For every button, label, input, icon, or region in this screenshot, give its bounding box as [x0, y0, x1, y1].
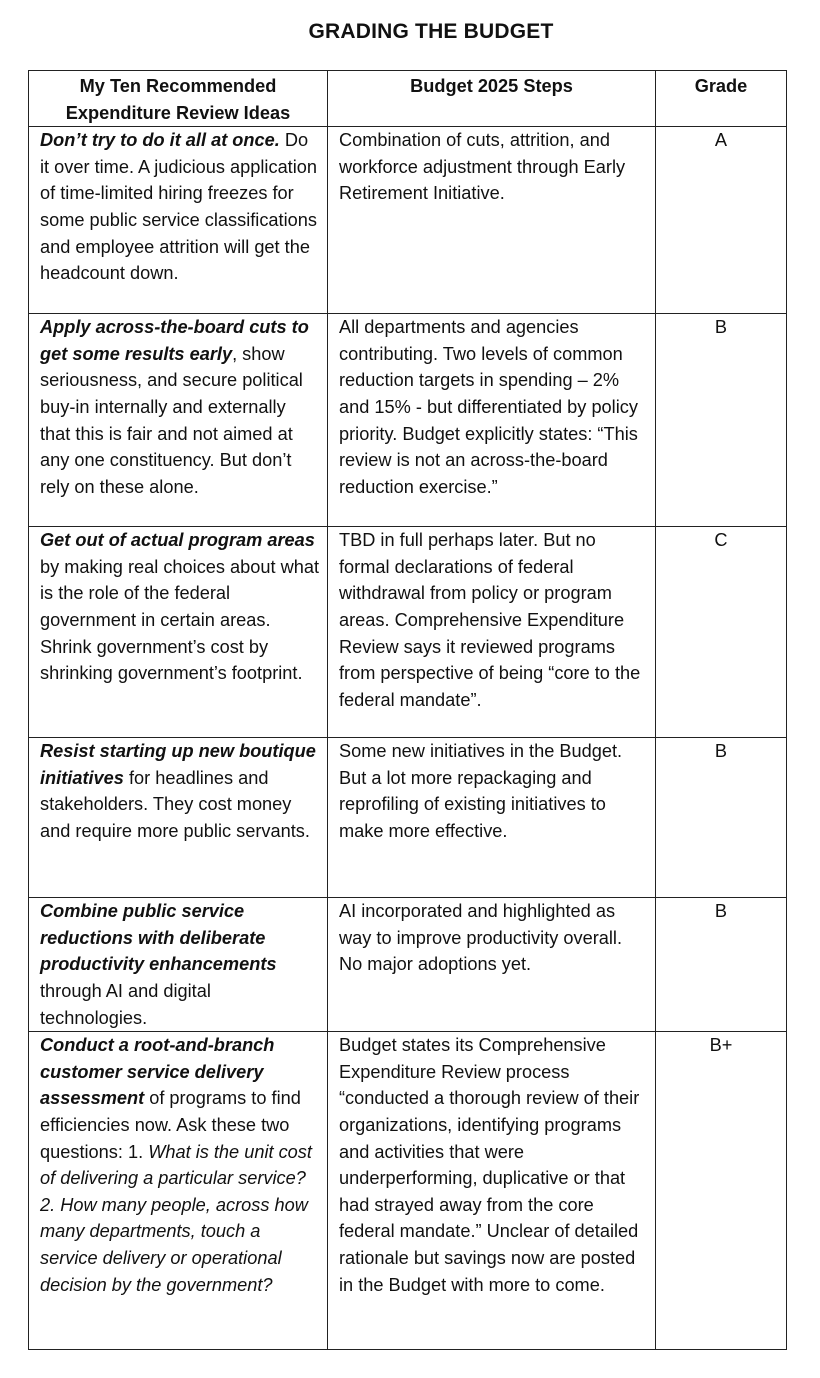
grade-cell: B: [656, 738, 787, 898]
table-row: [29, 527, 787, 738]
steps-cell: TBD in full perhaps later. But no formal declarations of federal withdrawal from policy or program areas. Comprehensive Expenditure Review says it reviewed programs from perspective of being “core to the federal mandate”.: [328, 527, 656, 738]
idea-lead: Don’t try to do it all at once.: [40, 130, 280, 151]
header-steps: Budget 2025 Steps: [328, 71, 656, 127]
table-row: [29, 898, 787, 1032]
idea-lead: Conduct a root-and-branch customer service delivery assessment: [40, 1035, 275, 1109]
header-ideas: My Ten Recommended Expenditure Review Ideas: [29, 71, 328, 127]
idea-cell: [29, 738, 328, 898]
idea-lead: Combine public service reductions with deliberate productivity enhancements: [40, 901, 277, 975]
grade-cell: B: [656, 898, 787, 1032]
idea-lead: Resist starting up new boutique initiatives: [40, 741, 316, 788]
grade-cell: B: [656, 314, 787, 527]
idea-cell: [29, 127, 328, 314]
idea-text: through AI and digital technologies.: [40, 980, 211, 1028]
steps-cell: Combination of cuts, attrition, and workforce adjustment through Early Retirement Initiative.: [328, 127, 656, 314]
header-grade: Grade: [656, 71, 787, 127]
table-row: [29, 1032, 787, 1350]
header-row: [29, 71, 787, 127]
steps-cell: Budget states its Comprehensive Expenditure Review process “conducted a thorough review of their organizations, identifying programs and activities that were underperforming, duplicative or that had strayed away from the core federal mandate.” Unclear of detailed rationale but savings now are posted in the Budget with more to come.: [328, 1032, 656, 1350]
grade-cell: C: [656, 527, 787, 738]
idea-text: by making real choices about what is the role of the federal government in certain areas. Shrink government’s cost by shrinking government’s footprint.: [40, 556, 320, 684]
steps-cell: AI incorporated and highlighted as way to improve productivity overall. No major adoptions yet.: [328, 898, 656, 1032]
idea-cell: [29, 898, 328, 1032]
idea-cell: [29, 1032, 328, 1350]
steps-cell: Some new initiatives in the Budget. But a lot more repackaging and reprofiling of existing initiatives to make more effective.: [328, 738, 656, 898]
idea-text: for headlines and stakeholders. They cost money and require more public servants.: [40, 767, 310, 841]
idea-lead: Get out of actual program areas: [40, 530, 315, 551]
idea-text: , show seriousness, and secure political buy-in internally and externally that this is fair and not aimed at any one constituency. But don’t rely on these alone.: [40, 343, 303, 497]
page-title: GRADING THE BUDGET: [308, 20, 554, 43]
idea-questions: What is the unit cost of delivering a particular service? 2. How many people, across how many departments, touch a service delivery or operational decision by the government?: [40, 1141, 312, 1295]
grade-cell: A: [656, 127, 787, 314]
grade-cell: B+: [656, 1032, 787, 1350]
idea-lead: Apply across-the-board cuts to get some results early: [40, 317, 309, 364]
idea-cell: [29, 314, 328, 527]
steps-cell: All departments and agencies contributing. Two levels of common reduction targets in spending – 2% and 15% - but differentiated by policy priority. Budget explicitly states: “This review is not an across-the-board reduction exercise.”: [328, 314, 656, 527]
table-row: [29, 738, 787, 898]
idea-text: of programs to find efficiencies now. Ask these two questions: 1.: [40, 1088, 301, 1162]
table-row: [29, 127, 787, 314]
idea-text: Do it over time. A judicious application of time-limited hiring freezes for some public service classifications and employee attrition will get the headcount down.: [40, 130, 318, 284]
grading-table: [28, 70, 787, 1350]
idea-cell: [29, 527, 328, 738]
table-row: [29, 314, 787, 527]
